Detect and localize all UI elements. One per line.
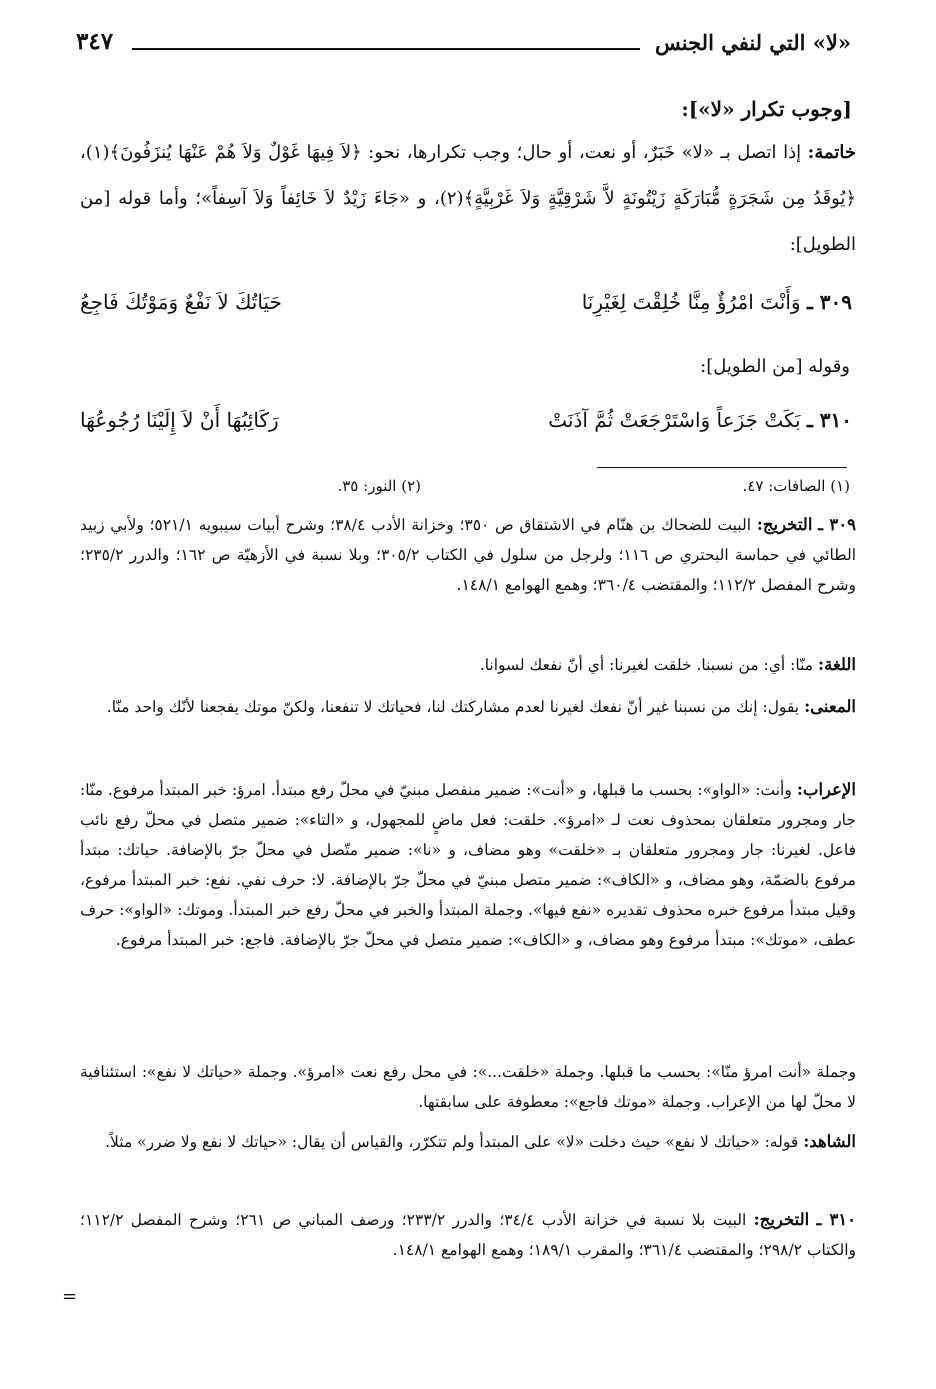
jumal-paragraph — [80, 1057, 856, 1117]
verse-309-first — [582, 290, 852, 314]
section-heading: [وجوب تكرار «لا»]: — [681, 97, 852, 121]
takhrij-310-number: ٣١٠ ـ — [816, 1210, 857, 1229]
takhrij-309-number: ٣٠٩ ـ — [818, 515, 856, 534]
takhrij-310-paragraph — [80, 1205, 856, 1265]
verse-310-number: ٣١٠ ـ — [806, 408, 852, 432]
shahid-paragraph — [80, 1127, 856, 1157]
maana-text: يقول: إنك من نسبنا غير أنّ نفعك لغيرنا لعدم مشاركتك لنا، فحياتك لا تنفعنا، ولكنّ موتك يفجعنا لأنّك واحد منّا. — [106, 698, 800, 716]
maana-paragraph — [80, 692, 856, 722]
takhrij-309-text: البيت للضحاك بن هنّام في الاشتقاق ص ٣٥٠؛ وخزانة الأدب ٣٨/٤؛ وشرح أبيات سيبويه ٥٢١/١؛ ولأبي زبيد الطائي في حماسة البحتري ص ١١٦؛ ولرجل من سلول في الكتاب ٣٠٥/٢؛ وبلا نسبة في الأزهيّة ص ١٦٢؛ والدرر ٢٣٥/٢؛ وشرح المفصل ١١٢/٢؛ والمقتضب ٣٦٠/٤؛ وهمع الهوامع ١٤٨/١. — [80, 516, 856, 594]
takhrij-310-text: البيت بلا نسبة في خزانة الأدب ٣٤/٤؛ والدرر ٢٣٣/٢؛ ورصف المباني ص ٢٦١؛ وشرح المفصل ١١٢/٢؛ والكتاب ٢٩٨/٢؛ والمقتضب ٣٦١/٤؛ والمقرب ١٨٩/١؛ وهمع الهوامع ١٤٨/١. — [80, 1211, 856, 1259]
footnote-2: (٢) النور: ٣٥. — [337, 477, 421, 495]
conclusion-paragraph — [80, 130, 856, 268]
takhrij-310-label: التخريج: — [753, 1210, 810, 1229]
irab-text: وأنت: «الواو»: بحسب ما قبلها، و «أنت»: ضمير منفصل مبنيّ في محلّ رفع مبتدأ. امرؤ: خبر المبتدأ مرفوع. منّا: جار ومجرور متعلقان بمحذوف نعت لـ «امرؤ». خلقت: فعل ماضٍ للمجهول، و «التاء»: ضمير متصل في محلّ رفع نائب فاعل. لغيرنا: جار ومجرور متعلقان بـ «خلقت» وهو مضاف، و «نا»: ضمير متّصل في محلّ جرّ بالإضافة. حياتك: مبتدأ مرفوع بالضمّة، وهو مضاف، و «الكاف»: ضمير متصل مبنيّ في محلّ جرّ بالإضافة. لا: حرف نفي. نفع: خبر المبتدأ مرفوع، وقيل مبتدأ مرفوع خبره محذوف تقديره «نفع فيها». وجملة المبتدأ والخبر في محلّ رفع خبر المبتدأ. وموتك: «الواو»: حرف عطف، «موتك»: مبتدأ مرفوع وهو مضاف، و «الكاف»: ضمير متصل في محلّ جرّ بالإضافة. فاجع: خبر المبتدأ مرفوع. — [80, 781, 856, 949]
intro-310: وقوله [من الطويل]: — [700, 356, 850, 377]
page-number: ٣٤٧ — [76, 28, 114, 55]
shahid-label: الشاهد: — [803, 1132, 856, 1151]
maana-label: المعنى: — [804, 697, 856, 716]
irab-label: الإعراب: — [796, 780, 856, 799]
takhrij-309-paragraph — [80, 510, 856, 600]
irab-paragraph — [80, 775, 856, 955]
verse-309-number: ٣٠٩ ـ — [806, 290, 852, 314]
verse-309-second-hemistich: حَيَاتُكَ لاَ نَفْعٌ وَمَوْتُكَ فَاجِعُ — [80, 290, 282, 314]
lugha-label: اللغة: — [818, 655, 856, 674]
continuation-mark: = — [62, 1286, 78, 1307]
footnote-1: (١) الصافات: ٤٧. — [742, 477, 850, 495]
takhrij-309-label: التخريج: — [756, 515, 813, 534]
lugha-paragraph — [80, 650, 856, 680]
conclusion-label: خاتمة: — [807, 142, 856, 163]
shahid-text: قوله: «حياتك لا نفع» حيث دخلت «لا» على المبتدأ ولم تتكرّر، والقياس أن يقال: «حياتك لا نفع ولا ضرر» مثلاً. — [105, 1133, 799, 1151]
jumal-text: وجملة «أنت امرؤ منّا»: بحسب ما قبلها. وجملة «خلقت...»: في محل رفع نعت «امرؤ». وجملة «حياتك لا نفع»: استئنافية لا محلّ لها من الإعراب. وجملة «موتك فاجع»: معطوفة على سابقتها. — [80, 1063, 856, 1111]
conclusion-text: إذا اتصل بـ «لا» خَبَرٌ، أو نعت، أو حال؛ وجب تكرارها، نحو: ﴿لاَ فِيهَا غَوْلٌ وَلاَ هُمْ عَنْهَا يُنزَفُونَ﴾(١)، ﴿يُوقَدُ مِن شَجَرَةٍ مُّبَارَكَةٍ زَيْتُونَةٍ لاَّ شَرْقِيَّةٍ وَلاَ غَرْبِيَّةٍ﴾(٢)، و «جَاءَ زَيْدٌ لاَ خَائِفاً وَلاَ آسِفاً»؛ وأما قوله [من الطويل]: — [80, 142, 856, 255]
verse-309-first-hemistich: وَأَنْتَ امْرُؤٌ مِنَّا خُلِقْتَ لِغَيْرِنَا — [581, 290, 801, 314]
footnote-rule — [597, 467, 847, 468]
verse-310-first-hemistich: بَكَتْ جَزَعاً وَاسْتَرْجَعَتْ ثُمَّ آذَنَتْ — [548, 408, 801, 432]
verse-310-second-hemistich: رَكَائِبُهَا أَنْ لاَ إِلَيْنَا رُجُوعُهَا — [80, 408, 279, 432]
header-rule — [132, 48, 640, 50]
running-header-title: «لا» التي لنفي الجنس — [655, 30, 851, 55]
verse-310-first — [548, 408, 852, 432]
lugha-text: منّا: أي: من نسبنا. خلقت لغيرنا: أي أنّ نفعك لسوانا. — [479, 656, 814, 674]
